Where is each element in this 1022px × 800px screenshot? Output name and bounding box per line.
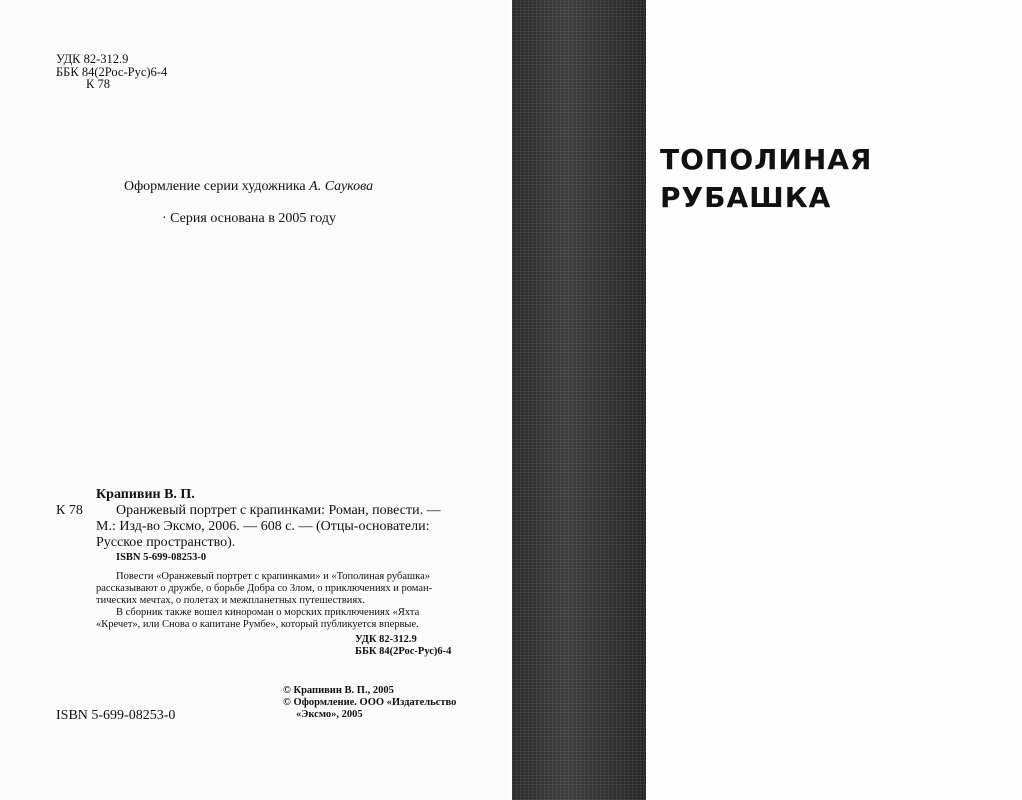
annotation-line: рассказывают о дружбе, о борьбе Добра со Злом, о приключениях и роман- — [96, 583, 433, 594]
copyright-line: «Эксмо», 2005 — [296, 709, 363, 720]
catalog-author: Крапивин В. П. — [96, 487, 195, 502]
bbk-code: ББК 84(2Рос-Рус)6-4 — [56, 65, 168, 79]
series-design-credit — [124, 179, 373, 195]
annotation-line: тических мечтах, о полетах и межпланетных путешествиях. — [96, 595, 366, 606]
catalog-line: М.: Изд-во Эксмо, 2006. — 608 с. — (Отцы-основатели: — [96, 519, 430, 534]
copyright-line: © Оформление. ООО «Издательство — [283, 697, 457, 708]
annotation-line: «Кречет», или Снова о капитане Румбе», который публикуется впервые. — [96, 619, 419, 630]
dark-band — [512, 0, 646, 800]
book-title-line: РУБАШКА — [660, 181, 832, 214]
series-design-prefix: Оформление серии художника — [124, 179, 310, 194]
series-artist: А. Саукова — [309, 179, 374, 194]
catalog-bbk: ББК 84(2Рос-Рус)6-4 — [355, 646, 452, 657]
isbn-bottom: ISBN 5-699-08253-0 — [56, 708, 176, 723]
catalog-line: Оранжевый портрет с крапинками: Роман, повести. — — [116, 503, 441, 518]
catalog-isbn: ISBN 5-699-08253-0 — [116, 552, 207, 563]
catalog-line: Русское пространство). — [96, 535, 236, 550]
copyright-line: © Крапивин В. П., 2005 — [283, 685, 394, 696]
annotation-line: В сборник также вошел кинороман о морских приключениях «Яхта — [116, 607, 420, 618]
catalog-code: К 78 — [56, 503, 83, 518]
series-founded: · Серия основана в 2005 году — [162, 211, 336, 226]
udk-code: УДК 82-312.9 — [56, 52, 129, 66]
left-page — [0, 0, 508, 800]
author-mark: К 78 — [86, 77, 110, 91]
catalog-udk: УДК 82-312.9 — [355, 634, 417, 645]
annotation-line: Повести «Оранжевый портрет с крапинками» и «Тополиная рубашка» — [116, 571, 430, 582]
book-title-line: ТОПОЛИНАЯ — [660, 143, 873, 176]
